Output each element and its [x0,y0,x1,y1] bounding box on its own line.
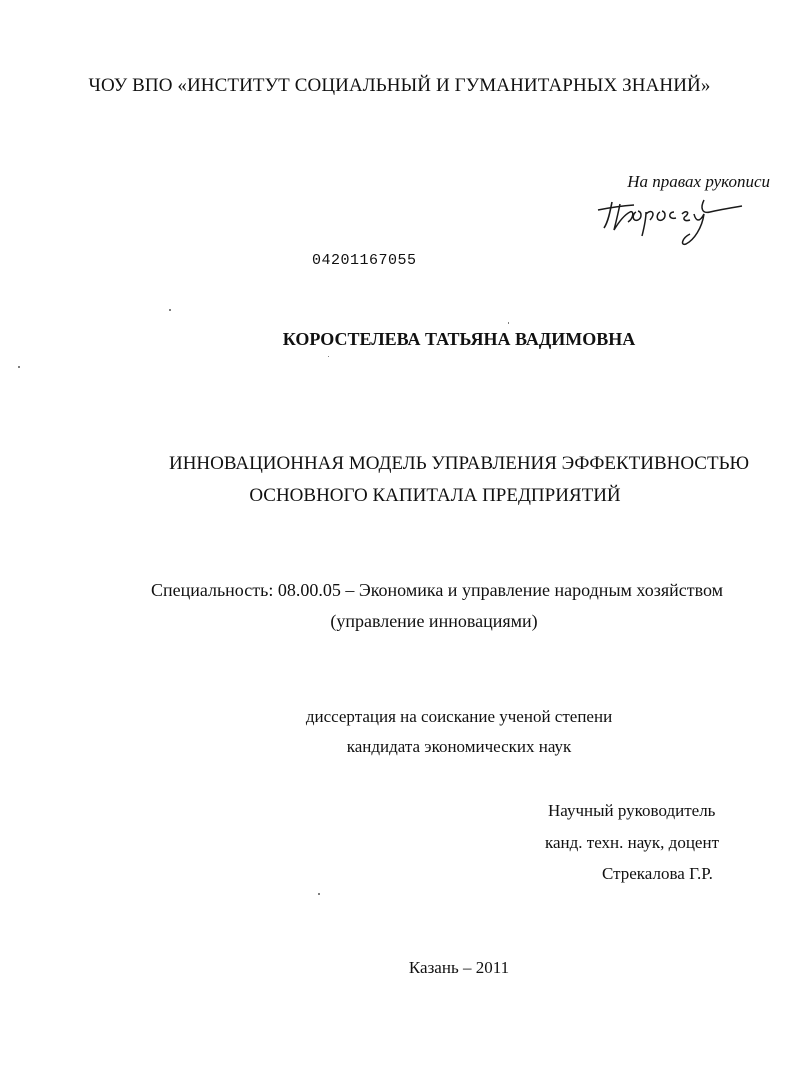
dissertation-title-line-1: ИННОВАЦИОННАЯ МОДЕЛЬ УПРАВЛЕНИЯ ЭФФЕКТИВНОСТЬЮ [168,453,750,474]
manuscript-rights-note: На правах рукописи [627,172,770,191]
author-name: КОРОСТЕЛЕВА ТАТЬЯНА ВАДИМОВНА [282,329,636,349]
supervisor-label: Научный руководитель [548,801,716,820]
scan-speck [169,309,171,311]
specialty-line-1: Специальность: 08.00.05 – Экономика и управление народным хозяйством [150,580,724,600]
handwritten-signature [590,188,750,252]
degree-line-1: диссертация на соискание ученой степени [305,707,613,726]
supervisor-degree: канд. техн. наук, доцент [545,833,720,852]
scan-speck [18,366,20,368]
scan-speck [318,893,320,895]
document-code: 04201167055 [312,252,417,269]
city-and-year: Казань – 2011 [408,958,510,977]
degree-line-2: кандидата экономических наук [346,737,572,756]
institution-name: ЧОУ ВПО «ИНСТИТУТ СОЦИАЛЬНЫЙ И ГУМАНИТАРНЫХ ЗНАНИЙ» [88,75,711,96]
scan-speck [328,356,329,357]
dissertation-title-line-2: ОСНОВНОГО КАПИТАЛА ПРЕДПРИЯТИЙ [249,485,621,506]
specialty-line-2: (управление инновациями) [330,611,538,631]
scan-speck [508,322,509,324]
supervisor-name: Стрекалова Г.Р. [602,864,713,883]
